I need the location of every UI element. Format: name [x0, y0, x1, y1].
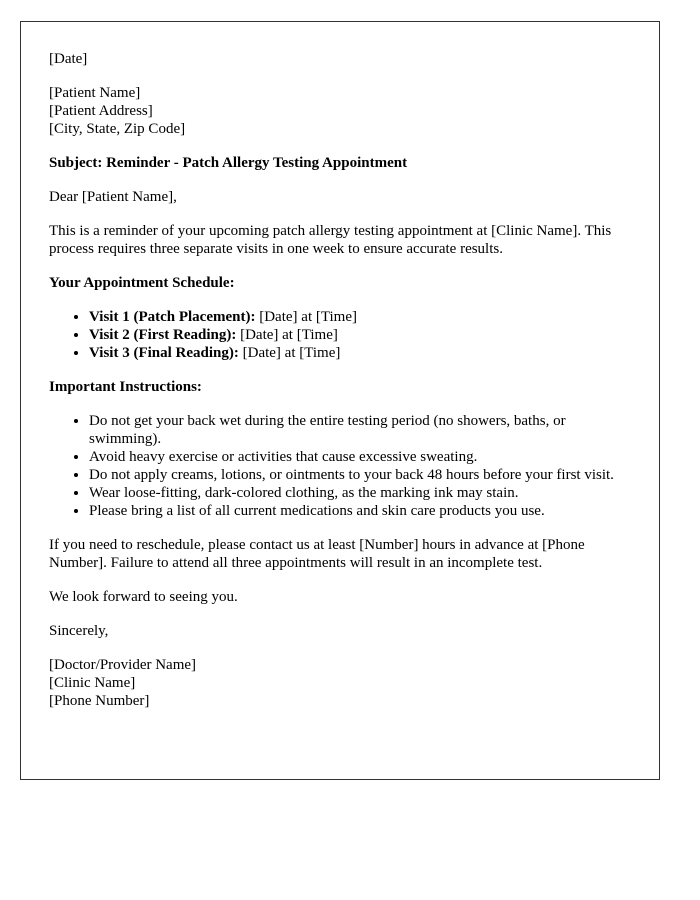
reschedule-paragraph: If you need to reschedule, please contact us at least [Number] hours in advance at [Phone Number]. Failure to attend all three appointments will result in an incomplete test. — [49, 537, 585, 571]
recipient-address-block — [49, 84, 631, 138]
list-item — [89, 308, 631, 326]
schedule-heading: Your Appointment Schedule: — [49, 275, 235, 291]
closing-line: We look forward to seeing you. — [49, 589, 238, 605]
list-item: • Do not apply creams, lotions, or ointments to your back 48 hours before your first visit. — [89, 466, 631, 484]
list-item: • Wear loose-fitting, dark-colored clothing, as the marking ink may stain. — [89, 484, 631, 502]
letter-intro-paragraph: This is a reminder of your upcoming patch allergy testing appointment at [Clinic Name]. This process requires three separate visits in one week to ensure accurate results. — [49, 223, 612, 257]
letter-subject: Subject: Reminder - Patch Allergy Testing Appointment — [49, 155, 408, 171]
list-item: • Avoid heavy exercise or activities that cause excessive sweating. — [89, 448, 631, 466]
visit-label: Visit 3 (Final Reading): — [89, 345, 239, 361]
sign-off: Sincerely, — [49, 623, 109, 639]
signature-block — [49, 656, 631, 710]
letter-salutation: Dear [Patient Name], — [49, 189, 177, 205]
signature-clinic: [Clinic Name] — [49, 675, 136, 691]
signature-phone: [Phone Number] — [49, 693, 150, 709]
instructions-heading: Important Instructions: — [49, 379, 202, 395]
letter-date: [Date] — [49, 51, 88, 67]
signature-provider: [Doctor/Provider Name] — [49, 657, 197, 673]
visit-detail: [Date] at [Time] — [255, 309, 357, 325]
instructions-list — [49, 412, 631, 520]
list-item: • Do not get your back wet during the entire testing period (no showers, baths, or swimming). — [89, 412, 631, 448]
visit-detail: [Date] at [Time] — [238, 345, 341, 361]
recipient-city-state-zip: [City, State, Zip Code] — [49, 121, 186, 137]
list-item: • Please bring a list of all current medications and skin care products you use. — [89, 502, 631, 520]
schedule-list — [49, 308, 631, 362]
visit-detail: [Date] at [Time] — [236, 327, 338, 343]
visit-label: Visit 2 (First Reading): — [89, 327, 237, 343]
recipient-name: [Patient Name] — [49, 85, 141, 101]
recipient-address: [Patient Address] — [49, 103, 153, 119]
letter-page — [20, 21, 660, 780]
list-item — [89, 344, 631, 362]
visit-label: Visit 1 (Patch Placement): — [89, 309, 256, 325]
list-item — [89, 326, 631, 344]
